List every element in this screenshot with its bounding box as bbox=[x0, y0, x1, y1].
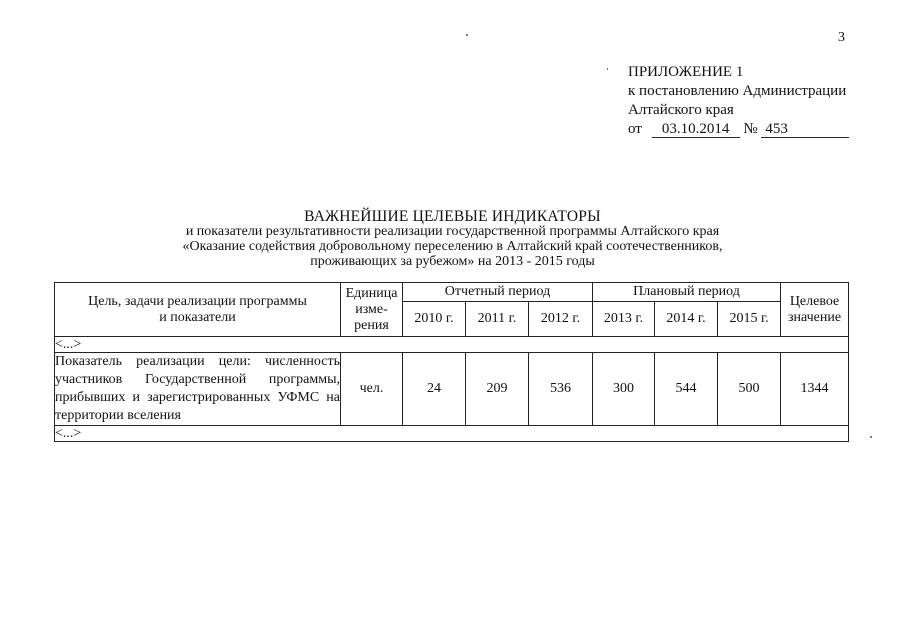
ellipsis-row-bottom: <...> bbox=[55, 426, 849, 442]
scan-speck bbox=[607, 68, 608, 70]
indicator-name: Показатель реализации цели: численность участников Государственной программы, прибывших и зарегистрированных УФМС на территории вселения bbox=[55, 353, 341, 426]
decree-date: 03.10.2014 bbox=[652, 121, 740, 138]
table-row bbox=[55, 353, 849, 426]
header-year-2014: 2014 г. bbox=[655, 302, 718, 337]
appendix-title: ПРИЛОЖЕНИЕ 1 bbox=[628, 64, 744, 80]
scan-speck bbox=[466, 34, 468, 36]
target-value: 1344 bbox=[781, 353, 849, 426]
header-unit-line-2: изме- bbox=[355, 301, 388, 317]
header-year-2015: 2015 г. bbox=[718, 302, 781, 337]
header-target-line-1: Целевое bbox=[789, 293, 840, 309]
decree-number: 453 bbox=[761, 121, 849, 138]
indicator-unit: чел. bbox=[341, 353, 403, 426]
header-unit bbox=[341, 283, 403, 337]
number-label: № bbox=[743, 121, 758, 137]
heading-line-4: проживающих за рубежом» на 2013 - 2015 годы bbox=[310, 254, 595, 269]
appendix-line-1: к постановлению Администрации bbox=[628, 83, 847, 99]
value-2015: 500 bbox=[718, 353, 781, 426]
header-unit-line-3: рения bbox=[354, 317, 389, 333]
header-reporting-period: Отчетный период bbox=[403, 283, 593, 302]
header-year-2012: 2012 г. bbox=[529, 302, 593, 337]
appendix-date-line bbox=[628, 120, 849, 139]
page-number: 3 bbox=[838, 30, 845, 45]
header-year-2011: 2011 г. bbox=[466, 302, 529, 337]
value-2010: 24 bbox=[403, 353, 466, 426]
value-2011: 209 bbox=[466, 353, 529, 426]
header-goal bbox=[55, 283, 341, 337]
heading-title: ВАЖНЕЙШИЕ ЦЕЛЕВЫЕ ИНДИКАТОРЫ bbox=[304, 208, 601, 225]
header-target bbox=[781, 283, 849, 337]
heading-line-3: «Оказание содействия добровольному переселению в Алтайский край соотечественников, bbox=[182, 239, 723, 254]
header-planned-period: Плановый период bbox=[593, 283, 781, 302]
heading-block bbox=[0, 209, 905, 269]
header-year-2013: 2013 г. bbox=[593, 302, 655, 337]
indicators-table bbox=[54, 282, 849, 442]
from-label: от bbox=[628, 121, 642, 137]
header-unit-line-1: Единица bbox=[345, 285, 398, 301]
header-year-2010: 2010 г. bbox=[403, 302, 466, 337]
value-2012: 536 bbox=[529, 353, 593, 426]
value-2014: 544 bbox=[655, 353, 718, 426]
header-goal-line-1: Цель, задачи реализации программы bbox=[88, 293, 307, 309]
ellipsis-row-top: <...> bbox=[55, 337, 849, 353]
scan-speck bbox=[870, 436, 872, 438]
heading-line-2: и показатели результативности реализации государственной программы Алтайского края bbox=[185, 224, 720, 239]
appendix-block bbox=[628, 63, 849, 139]
header-target-line-2: значение bbox=[787, 309, 842, 325]
value-2013: 300 bbox=[593, 353, 655, 426]
appendix-line-2: Алтайского края bbox=[628, 102, 734, 118]
header-goal-line-2: и показатели bbox=[159, 309, 236, 325]
